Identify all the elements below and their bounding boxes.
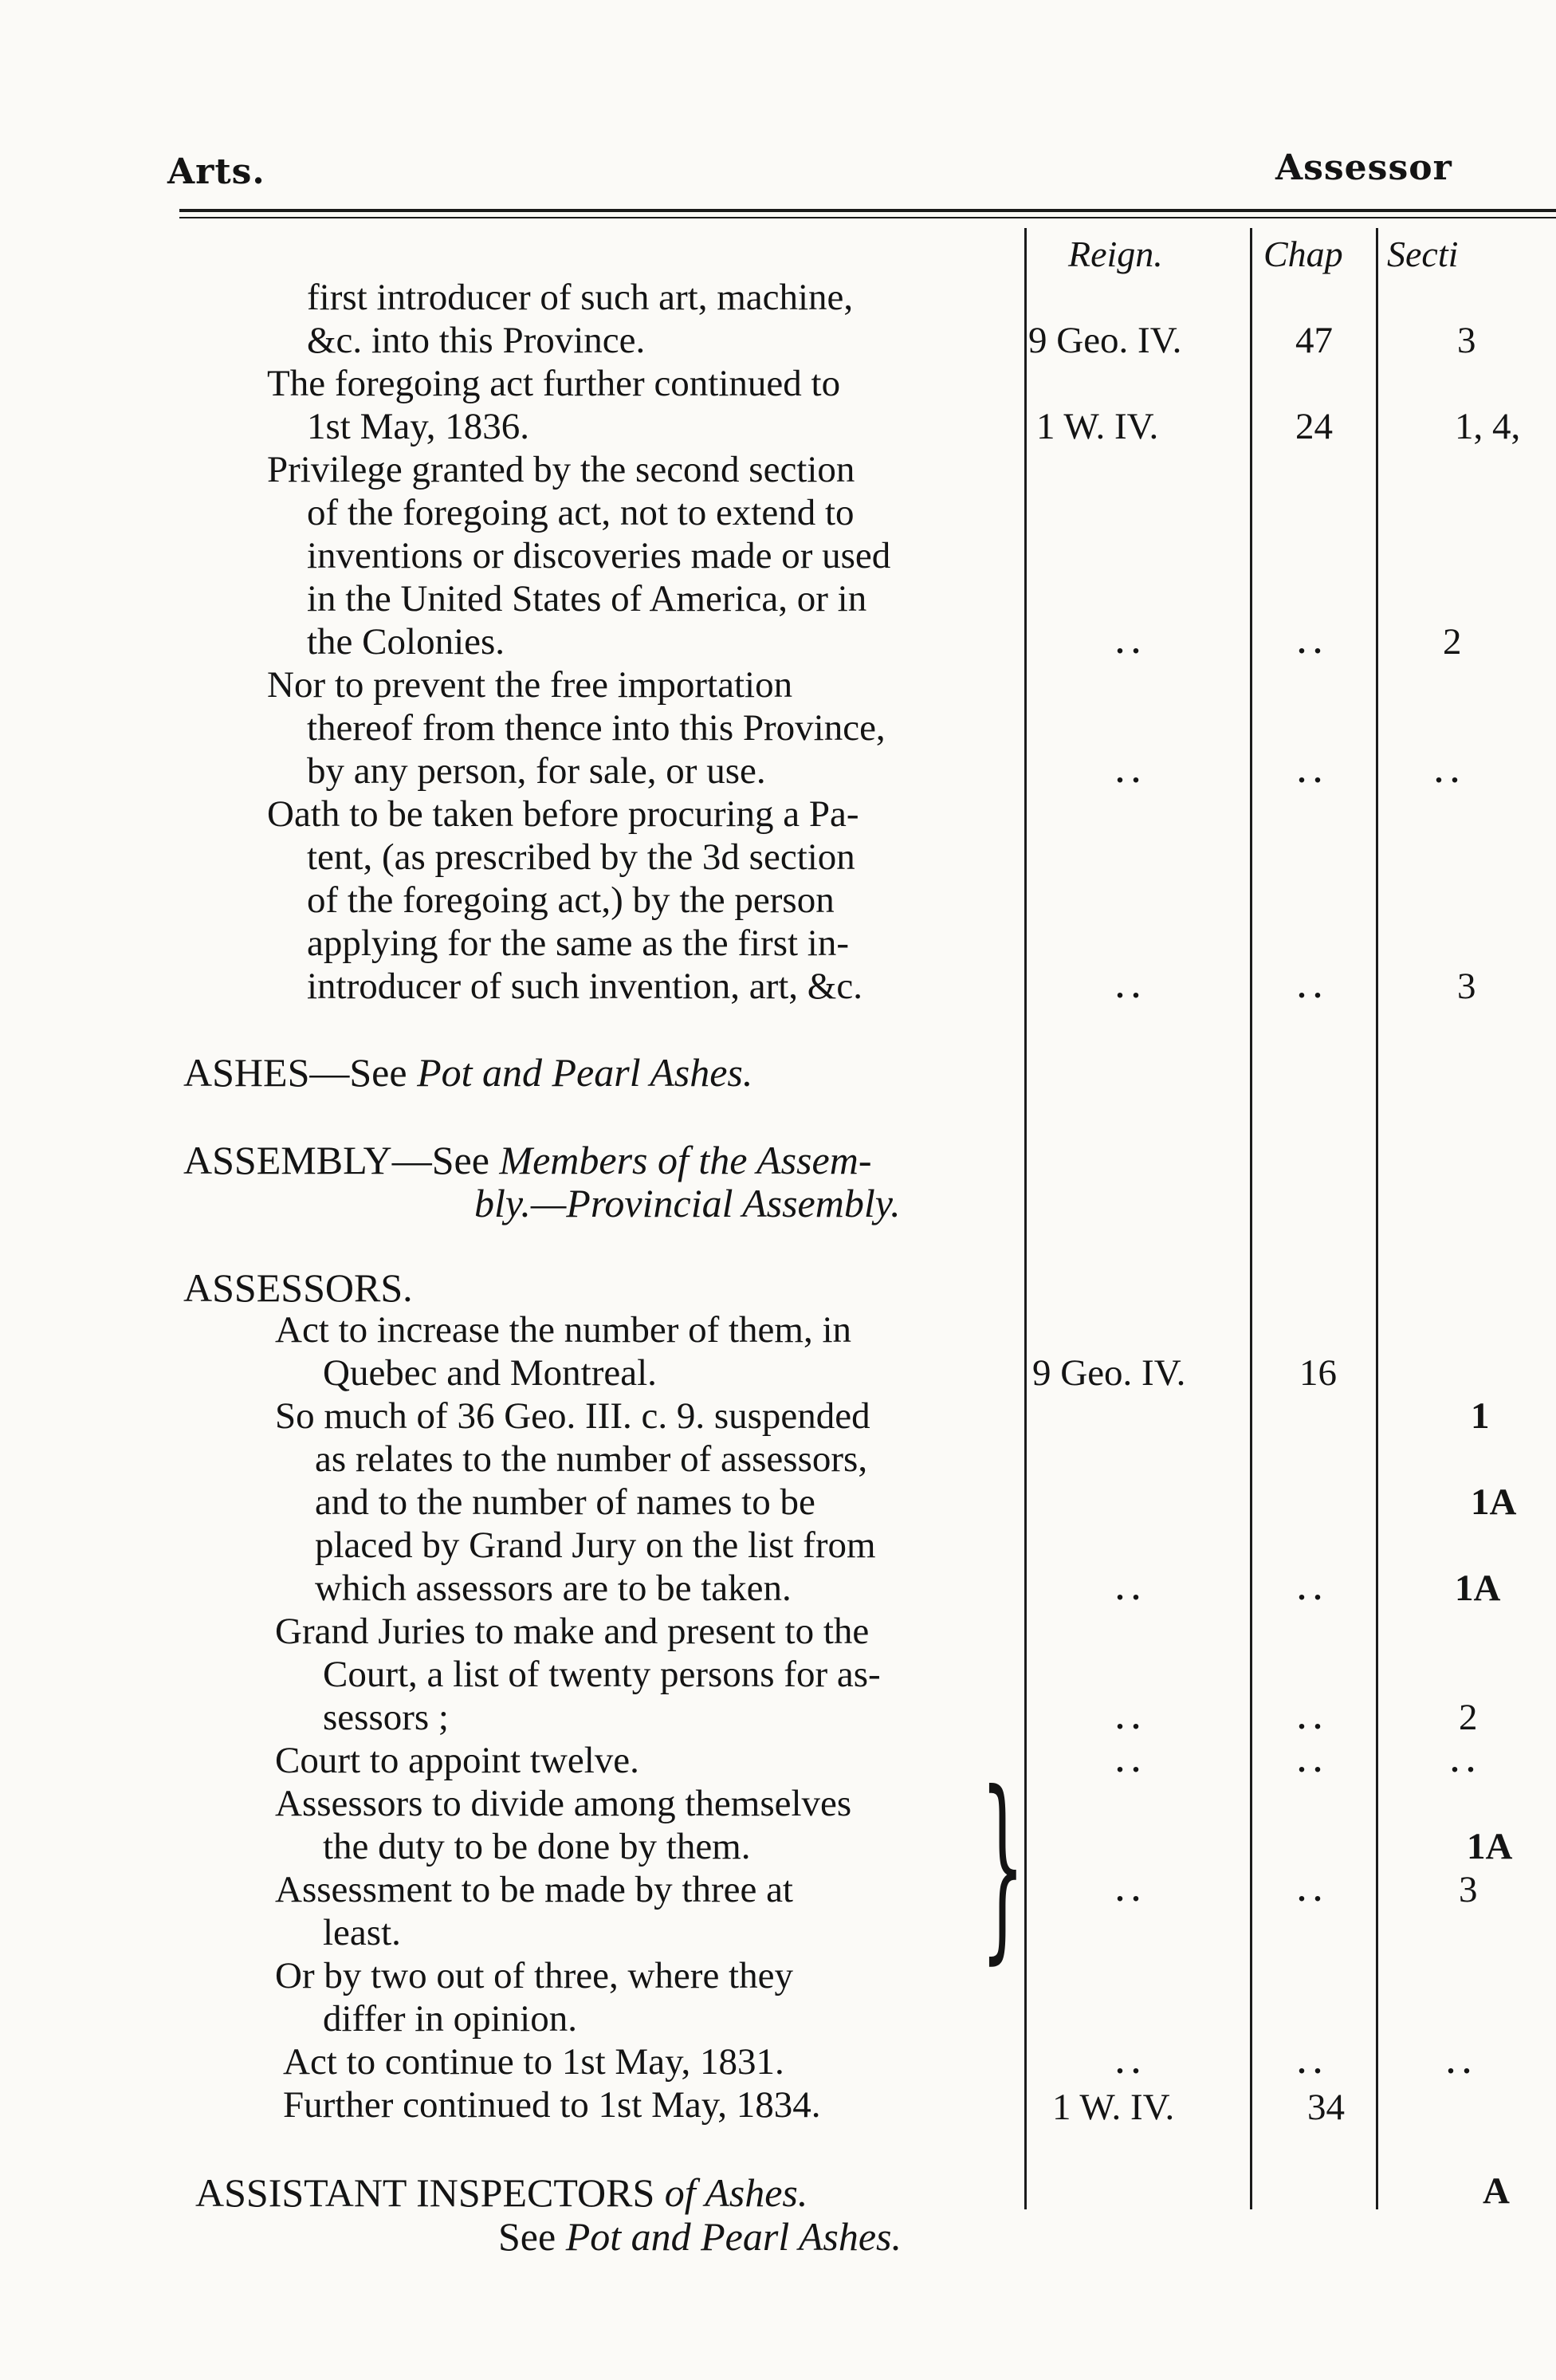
cell-section: 2 [1443,621,1462,663]
text-line: first introducer of such art, machine, [307,277,854,318]
assistant-of: of Ashes. [664,2170,808,2215]
running-head-right: Assessor [1275,148,1452,188]
cell-chap: .. [1298,1700,1330,1736]
entry-heading-assembly [183,1140,871,1180]
cell-reign: .. [1116,1571,1148,1607]
text-line: sessors ; [323,1697,449,1738]
text-line: applying for the same as the first in- [307,922,850,964]
cell-chap: 24 [1295,406,1333,447]
head-rule-top [179,209,1556,212]
text-line: and to the number of names to be [315,1481,815,1523]
column-header-section: Secti [1387,234,1459,274]
text-line: The foregoing act further continued to [267,363,841,404]
entry-heading-assistant-inspectors [195,2170,808,2215]
text-line: the duty to be done by them. [323,1826,751,1867]
column-divider-chap [1250,228,1252,2209]
cell-reign: .. [1116,1743,1148,1779]
ashes-heading: ASHES—See [183,1050,407,1095]
cell-section: 1A [1455,1568,1501,1609]
text-line: Or by two out of three, where they [275,1955,793,1996]
cell-chap: .. [1298,624,1330,660]
cell-chap: .. [1298,969,1330,1005]
text-line: differ in opinion. [323,1998,577,2040]
cell-section: 3 [1459,1869,1478,1910]
right-brace: } [980,1749,1025,1981]
text-line: which assessors are to be taken. [315,1568,792,1609]
cell-section: A [1483,2170,1510,2212]
cell-chap: .. [1298,1743,1330,1779]
text-line: introducer of such invention, art, &c. [307,966,862,1007]
text-line: Oath to be taken before procuring a Pa- [267,793,859,835]
cell-reign: .. [1116,753,1148,789]
cell-chap: .. [1298,1571,1330,1607]
column-header-reign: Reign. [1068,234,1163,274]
assistant-see: See [498,2214,556,2259]
cell-section: 1A [1471,1481,1517,1523]
text-line: of the foregoing act, not to extend to [307,492,855,533]
ashes-reference: Pot and Pearl Ashes. [417,1050,753,1095]
text-line: So much of 36 Geo. III. c. 9. suspended [275,1395,870,1437]
cell-section: 1 [1471,1395,1490,1437]
text-line: Grand Juries to make and present to the [275,1611,870,1652]
column-divider-section [1376,228,1378,2209]
cell-chap: .. [1298,1872,1330,1908]
text-line: &c. into this Province. [307,320,646,361]
text-line: least. [323,1912,401,1953]
assistant-reference: Pot and Pearl Ashes. [565,2214,902,2259]
entry-heading-assessors: ASSESSORS. [183,1265,413,1310]
assembly-reference-cont: bly.—Provincial Assembly. [474,1181,901,1225]
cell-section: 3 [1457,966,1476,1007]
running-head-left: Arts. [167,151,265,192]
cell-section: 1, 4, [1455,406,1521,447]
text-line: Nor to prevent the free importation [267,664,793,706]
assistant-see-line [498,2214,902,2259]
text-line: Privilege granted by the second section [267,449,855,490]
cell-reign: .. [1116,2044,1148,2080]
text-line: thereof from thence into this Province, [307,707,886,749]
text-line: by any person, for sale, or use. [307,750,766,792]
text-line: Court to appoint twelve. [275,1740,639,1781]
assembly-reference: Members of the Assem- [499,1138,872,1182]
assistant-heading: ASSISTANT INSPECTORS [195,2170,655,2215]
cell-section: .. [1451,1743,1483,1779]
cell-reign: .. [1116,1700,1148,1736]
cell-chap: 34 [1307,2087,1345,2128]
text-line: tent, (as prescribed by the 3d section [307,836,855,878]
cell-reign: 1 W. IV. [1052,2087,1175,2128]
text-line: Quebec and Montreal. [323,1352,657,1394]
text-line: Act to increase the number of them, in [275,1309,852,1351]
cell-section: 3 [1457,320,1476,361]
head-rule-bottom [179,217,1556,218]
text-line: the Colonies. [307,621,505,663]
cell-reign: .. [1116,624,1148,660]
text-line: Assessors to divide among themselves [275,1783,852,1824]
cell-section: .. [1447,2044,1479,2080]
cell-reign: .. [1116,1872,1148,1908]
text-line: placed by Grand Jury on the list from [315,1524,876,1566]
cell-reign: 1 W. IV. [1036,406,1159,447]
assembly-heading: ASSEMBLY—See [183,1138,489,1182]
cell-chap: .. [1298,753,1330,789]
text-line: as relates to the number of assessors, [315,1438,868,1480]
text-line: inventions or discoveries made or used [307,535,891,576]
column-header-chap: Chap [1263,234,1343,274]
cell-reign: 9 Geo. IV. [1028,320,1182,361]
cell-reign: .. [1116,969,1148,1005]
cell-chap: .. [1298,2044,1330,2080]
cell-chap: 16 [1299,1352,1337,1394]
text-line: in the United States of America, or in [307,578,867,620]
cell-chap: 47 [1295,320,1333,361]
entry-heading-ashes [183,1050,753,1095]
text-line: Assessment to be made by three at [275,1869,793,1910]
cell-section: 2 [1459,1697,1478,1738]
text-line: Further continued to 1st May, 1834. [283,2084,821,2126]
text-line: Court, a list of twenty persons for as- [323,1654,881,1695]
text-line: Act to continue to 1st May, 1831. [283,2041,784,2083]
cell-reign: 9 Geo. IV. [1032,1352,1186,1394]
cell-section: .. [1435,753,1467,789]
cell-section: 1A [1467,1826,1513,1867]
text-line: of the foregoing act,) by the person [307,879,835,921]
text-line: 1st May, 1836. [307,406,529,447]
